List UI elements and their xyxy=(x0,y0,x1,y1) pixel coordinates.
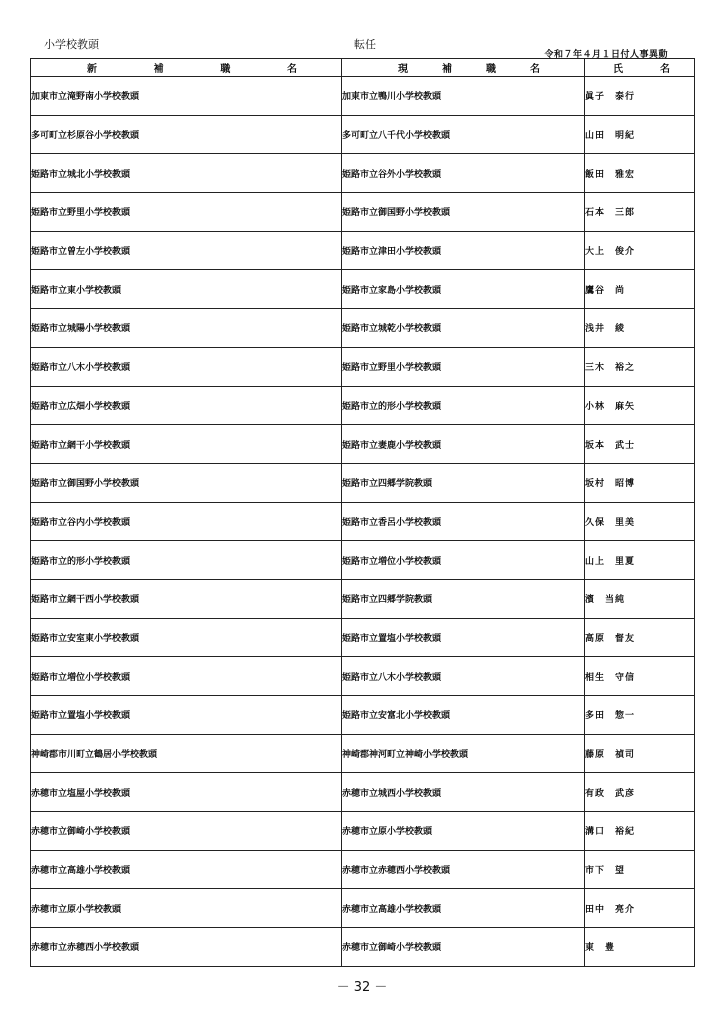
header-new-post xyxy=(31,59,342,77)
current-post-cell: 姫路市立四郷学院教頭 xyxy=(342,579,585,618)
person-name-cell: 石本 三郎 xyxy=(585,193,695,232)
category-label: 小学校教頭 xyxy=(44,38,99,51)
current-post-cell: 姫路市立津田小学校教頭 xyxy=(342,231,585,270)
person-name-cell: 大上 俊介 xyxy=(585,231,695,270)
current-post-cell: 姫路市立安富北小学校教頭 xyxy=(342,696,585,735)
new-post-cell: 姫路市立置塩小学校教頭 xyxy=(31,696,342,735)
current-post-cell: 姫路市立御国野小学校教頭 xyxy=(342,193,585,232)
person-name-cell: 山田 明紀 xyxy=(585,115,695,154)
current-post-cell: 姫路市立妻鹿小学校教頭 xyxy=(342,425,585,464)
new-post-cell: 姫路市立曽左小学校教頭 xyxy=(31,231,342,270)
person-name-cell: 高原 督友 xyxy=(585,618,695,657)
person-name-cell: 三木 裕之 xyxy=(585,347,695,386)
new-post-cell: 姫路市立城北小学校教頭 xyxy=(31,154,342,193)
current-post-cell: 多可町立八千代小学校教頭 xyxy=(342,115,585,154)
current-post-cell: 神崎郡神河町立神崎小学校教頭 xyxy=(342,734,585,773)
current-post-cell: 姫路市立置塩小学校教頭 xyxy=(342,618,585,657)
table-body xyxy=(31,77,695,967)
header-current-post-char: 補 xyxy=(442,64,452,75)
table-row xyxy=(31,812,695,851)
table-row xyxy=(31,463,695,502)
personnel-table xyxy=(30,58,695,967)
new-post-cell: 姫路市立網干小学校教頭 xyxy=(31,425,342,464)
current-post-cell: 赤穂市立赤穂西小学校教頭 xyxy=(342,850,585,889)
current-post-cell: 姫路市立増位小学校教頭 xyxy=(342,541,585,580)
new-post-cell: 赤穂市立高雄小学校教頭 xyxy=(31,850,342,889)
person-name-cell: 山上 里夏 xyxy=(585,541,695,580)
person-name-cell: 久保 里美 xyxy=(585,502,695,541)
current-post-cell: 姫路市立的形小学校教頭 xyxy=(342,386,585,425)
new-post-cell: 神崎郡市川町立鶴居小学校教頭 xyxy=(31,734,342,773)
new-post-cell: 姫路市立網干西小学校教頭 xyxy=(31,579,342,618)
person-name-cell: 相生 守信 xyxy=(585,657,695,696)
table-row xyxy=(31,309,695,348)
table-row xyxy=(31,386,695,425)
transfer-type-label: 転任 xyxy=(354,38,376,51)
current-post-cell: 姫路市立八木小学校教頭 xyxy=(342,657,585,696)
new-post-cell: 赤穂市立塩屋小学校教頭 xyxy=(31,773,342,812)
header-name xyxy=(585,59,695,77)
current-post-cell: 赤穂市立原小学校教頭 xyxy=(342,812,585,851)
new-post-cell: 姫路市立谷内小学校教頭 xyxy=(31,502,342,541)
new-post-cell: 多可町立杉原谷小学校教頭 xyxy=(31,115,342,154)
current-post-cell: 赤穂市立高雄小学校教頭 xyxy=(342,889,585,928)
table-row xyxy=(31,579,695,618)
person-name-cell: 濱 当純 xyxy=(585,579,695,618)
person-name-cell: 多田 惣一 xyxy=(585,696,695,735)
table-row xyxy=(31,154,695,193)
header-new-post-char: 職 xyxy=(220,64,231,75)
table-row xyxy=(31,773,695,812)
person-name-cell: 浅井 綾 xyxy=(585,309,695,348)
new-post-cell: 姫路市立野里小学校教頭 xyxy=(31,193,342,232)
header-current-post-char: 現 xyxy=(398,64,408,75)
header-current-post-char: 名 xyxy=(530,64,540,75)
person-name-cell: 飯田 雅宏 xyxy=(585,154,695,193)
header-name-char: 名 xyxy=(660,64,670,75)
page-number: － 32 － xyxy=(336,980,388,995)
new-post-cell: 姫路市立安室東小学校教頭 xyxy=(31,618,342,657)
new-post-cell: 加東市立滝野南小学校教頭 xyxy=(31,77,342,116)
table-row xyxy=(31,541,695,580)
current-post-cell: 姫路市立四郷学院教頭 xyxy=(342,463,585,502)
table-row xyxy=(31,347,695,386)
header-current-post xyxy=(342,59,585,77)
person-name-cell: 田中 亮介 xyxy=(585,889,695,928)
current-post-cell: 姫路市立野里小学校教頭 xyxy=(342,347,585,386)
table-row xyxy=(31,889,695,928)
table-row xyxy=(31,270,695,309)
new-post-cell: 姫路市立増位小学校教頭 xyxy=(31,657,342,696)
table-row xyxy=(31,734,695,773)
new-post-cell: 姫路市立城陽小学校教頭 xyxy=(31,309,342,348)
table-row xyxy=(31,696,695,735)
new-post-cell: 姫路市立広畑小学校教頭 xyxy=(31,386,342,425)
new-post-cell: 赤穂市立赤穂西小学校教頭 xyxy=(31,928,342,967)
table-row xyxy=(31,115,695,154)
table-row xyxy=(31,193,695,232)
header-name-char: 氏 xyxy=(613,64,623,75)
new-post-cell: 姫路市立御国野小学校教頭 xyxy=(31,463,342,502)
header-new-post-char: 新 xyxy=(87,64,97,75)
table-header-row xyxy=(31,59,695,77)
current-post-cell: 姫路市立家島小学校教頭 xyxy=(342,270,585,309)
effective-date: 令和７年４月１日付人事異動 xyxy=(544,50,668,60)
person-name-cell: 小林 麻矢 xyxy=(585,386,695,425)
current-post-cell: 赤穂市立城西小学校教頭 xyxy=(342,773,585,812)
person-name-cell: 眞子 泰行 xyxy=(585,77,695,116)
header-current-post-char: 職 xyxy=(486,64,496,75)
new-post-cell: 姫路市立的形小学校教頭 xyxy=(31,541,342,580)
table-row xyxy=(31,231,695,270)
table-row xyxy=(31,77,695,116)
table-row xyxy=(31,657,695,696)
current-post-cell: 姫路市立城乾小学校教頭 xyxy=(342,309,585,348)
person-name-cell: 有政 武彦 xyxy=(585,773,695,812)
person-name-cell: 坂村 昭博 xyxy=(585,463,695,502)
person-name-cell: 市下 望 xyxy=(585,850,695,889)
table-row xyxy=(31,850,695,889)
current-post-cell: 姫路市立香呂小学校教頭 xyxy=(342,502,585,541)
person-name-cell: 溝口 裕紀 xyxy=(585,812,695,851)
new-post-cell: 姫路市立八木小学校教頭 xyxy=(31,347,342,386)
current-post-cell: 加東市立鴨川小学校教頭 xyxy=(342,77,585,116)
table-row xyxy=(31,618,695,657)
new-post-cell: 赤穂市立原小学校教頭 xyxy=(31,889,342,928)
table-row xyxy=(31,502,695,541)
person-name-cell: 坂本 武士 xyxy=(585,425,695,464)
header-new-post-char: 名 xyxy=(286,64,297,75)
person-name-cell: 藤原 禎司 xyxy=(585,734,695,773)
new-post-cell: 赤穂市立御崎小学校教頭 xyxy=(31,812,342,851)
person-name-cell: 東 豊 xyxy=(585,928,695,967)
table-row xyxy=(31,928,695,967)
current-post-cell: 姫路市立谷外小学校教頭 xyxy=(342,154,585,193)
new-post-cell: 姫路市立東小学校教頭 xyxy=(31,270,342,309)
table-row xyxy=(31,425,695,464)
person-name-cell: 鷹谷 尚 xyxy=(585,270,695,309)
current-post-cell: 赤穂市立御崎小学校教頭 xyxy=(342,928,585,967)
header-new-post-char: 補 xyxy=(153,64,164,75)
